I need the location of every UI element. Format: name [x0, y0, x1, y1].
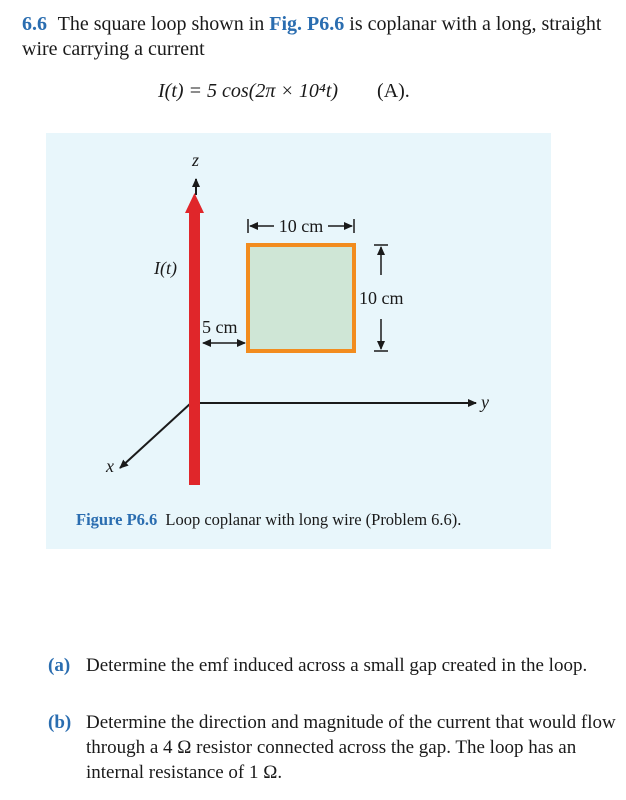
part-b-text: Determine the direction and magnitude of the current that would flow through a 4 Ω resistor connected across the gap. The loop has an internal resistance of 1 Ω.	[86, 712, 616, 783]
question-part-a	[48, 653, 616, 678]
figure-reference: Fig. P6.6	[269, 13, 345, 35]
figure-diagram	[46, 133, 551, 549]
current-label: I(t)	[154, 258, 177, 278]
figure-panel	[46, 133, 551, 549]
height-label: 10 cm	[359, 288, 404, 308]
part-a-text: Determine the emf induced across a small gap created in the loop.	[86, 655, 588, 676]
z-axis-label: z	[192, 150, 200, 170]
figure-caption	[76, 510, 461, 530]
question-part-b	[48, 710, 616, 785]
problem-text-after: is coplanar with a long, straight wire carrying a current	[22, 13, 602, 60]
y-axis-label: y	[481, 392, 489, 412]
current-wire	[189, 207, 200, 485]
x-axis-label: x	[106, 456, 114, 476]
part-a-label: (a)	[48, 655, 71, 676]
figure-caption-text: Loop coplanar with long wire (Problem 6.6).	[165, 510, 462, 529]
problem-number: 6.6	[22, 13, 47, 35]
equation-unit: (A).	[377, 80, 410, 102]
problem-statement	[22, 12, 602, 62]
x-axis	[120, 403, 191, 468]
current-equation	[158, 80, 410, 103]
equation-expression: I(t) = 5 cos(2π × 10⁴t)	[158, 80, 339, 102]
figure-caption-label: Figure P6.6	[76, 510, 158, 529]
gap-label: 5 cm	[202, 317, 238, 337]
part-b-label: (b)	[48, 712, 72, 733]
problem-text-before: The square loop shown in	[57, 13, 270, 35]
width-label: 10 cm	[278, 216, 324, 236]
current-arrowhead	[185, 193, 204, 213]
square-loop	[248, 245, 354, 351]
